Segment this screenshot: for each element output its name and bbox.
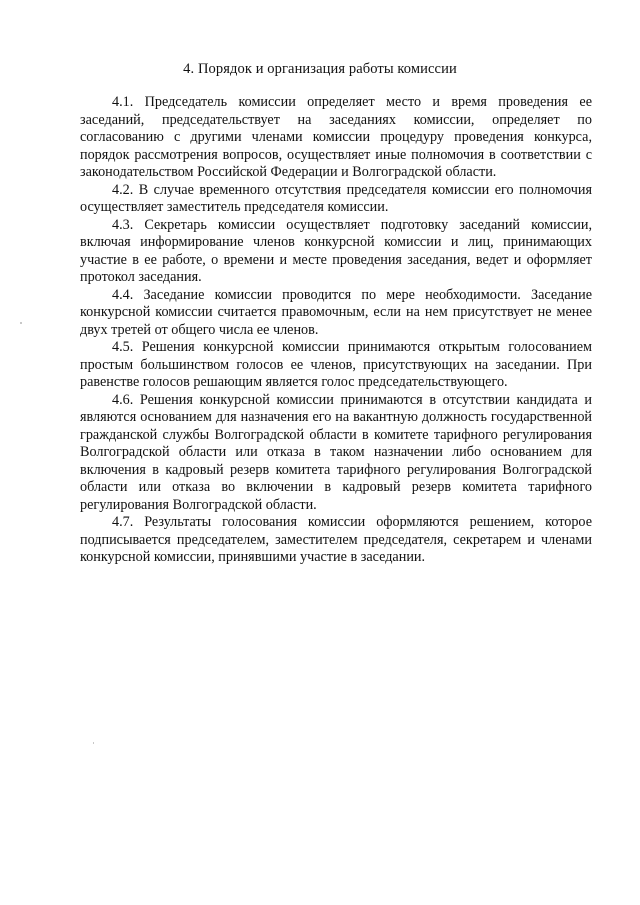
paragraph-4-3: 4.3. Секретарь комиссии осуществляет подготовку заседаний комиссии, включая информирование членов конкурсной комиссии и лиц, принимающих участие в ее работе, о времени и месте проведения заседания, ведет и оформляет протокол заседания. xyxy=(80,216,592,285)
paragraph-4-1: 4.1. Председатель комиссии определяет место и время проведения ее заседаний, председательствует на заседаниях комиссии, определяет по согласованию с другими членами комиссии процедуру проведения конкурса, порядок рассмотрения вопросов, осуществляет иные полномочия в соответствии с законодательством Российской Федерации и Волгоградской области. xyxy=(80,94,592,180)
paragraph-4-7: 4.7. Результаты голосования комиссии оформляются решением, которое подписывается председателем, заместителем председателя, секретарем и членами конкурсной комиссии, принявшими участие в заседании. xyxy=(80,514,592,565)
paragraph-4-6: 4.6. Решения конкурсной комиссии принимаются в отсутствии кандидата и являются основанием для назначения его на вакантную должность государственной гражданской службы Волгоградской области в комитете тарифного регулирования Волгоградской области или отказа в таком назначении либо основанием для включения в кадровый резерв комитета тарифного регулирования Волгоградской области или отказа во включении в кадровый резерв комитета тарифного регулирования Волгоградской области. xyxy=(80,391,592,513)
scan-artifact-mark xyxy=(20,322,22,324)
document-body xyxy=(80,94,592,567)
scan-artifact-mark xyxy=(93,742,94,744)
paragraph-4-5: 4.5. Решения конкурсной комиссии принимаются открытым голосованием простым большинством голосов ее членов, присутствующих на заседании. При равенстве голосов решающим является голос председательствующего. xyxy=(80,339,592,390)
section-title: 4. Порядок и организация работы комиссии xyxy=(183,61,457,77)
paragraph-4-2: 4.2. В случае временного отсутствия председателя комиссии его полномочия осуществляет заместитель председателя комиссии. xyxy=(80,181,592,215)
paragraph-4-4: 4.4. Заседание комиссии проводится по мере необходимости. Заседание конкурсной комиссии считается правомочным, если на нем присутствует не менее двух третей от общего числа ее членов. xyxy=(80,286,592,338)
